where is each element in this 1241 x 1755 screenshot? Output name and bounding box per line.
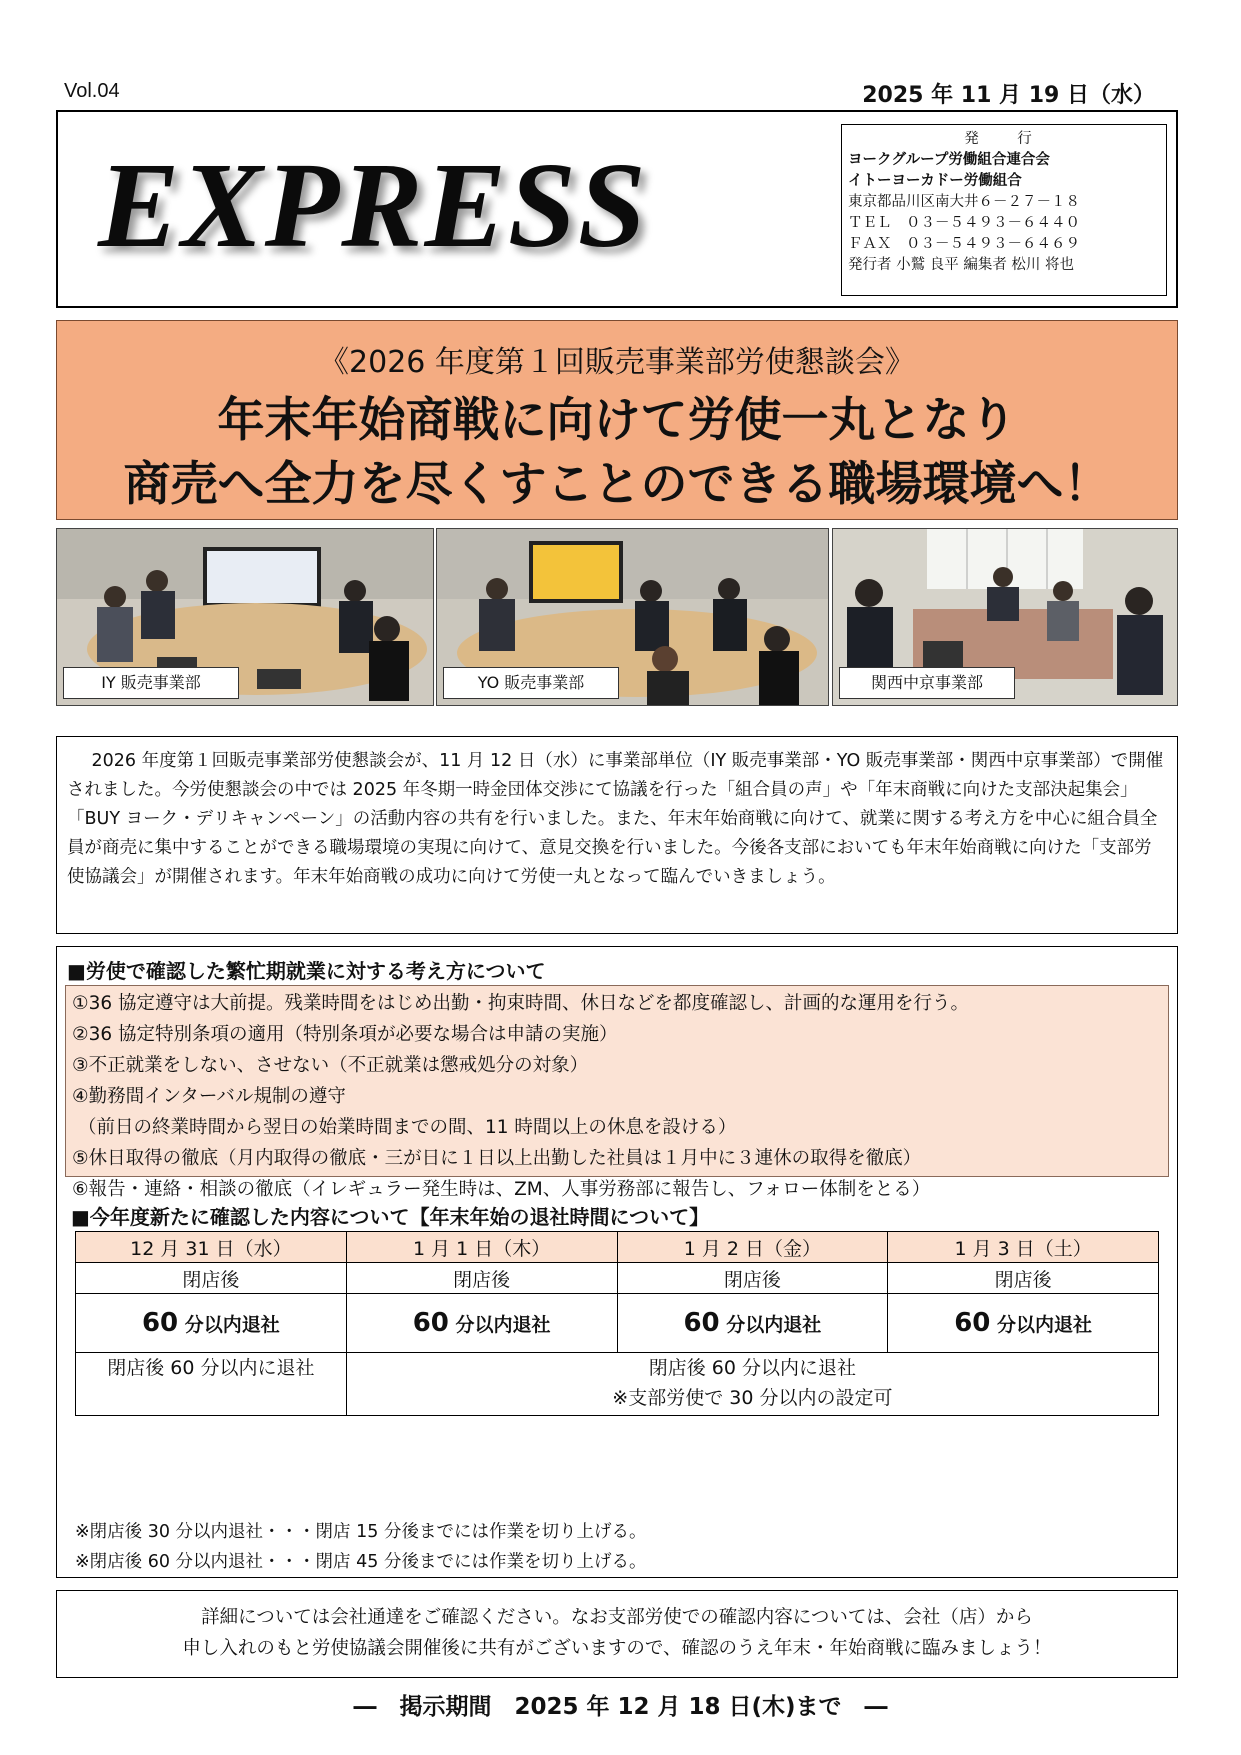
- note-30min: ※閉店後 30 分以内退社・・・閉店 15 分後までには作業を切り上げる。: [75, 1522, 647, 1542]
- headline-line-2: 商売へ全力を尽くすことのできる職場環境へ！: [123, 457, 1111, 512]
- rules-section: [56, 946, 1178, 1578]
- leave-label: 分以内退社: [726, 1314, 822, 1336]
- rule-item: ④勤務間インターバル規制の遵守: [72, 1086, 346, 1107]
- leave-minutes: 60: [412, 1308, 449, 1338]
- table-cell: 閉店後: [346, 1263, 617, 1294]
- table-cell: 閉店後 60 分以内に退社: [76, 1353, 347, 1416]
- issuer-address: 東京都品川区南大井６－２７－１８: [848, 194, 1080, 210]
- footer-line-2: 申し入れのもと労使協議会開催後に共有がございますので、確認のうえ年末・年始商戦に臨みましょう！: [182, 1638, 1052, 1659]
- table-cell: 閉店後: [888, 1263, 1159, 1294]
- table-header-day: 12 月 31 日（水）: [76, 1232, 347, 1263]
- photo-iy-meeting: [56, 528, 434, 706]
- table-cell-leave: [76, 1294, 347, 1353]
- table-header-day: 1 月 3 日（土）: [888, 1232, 1159, 1263]
- table-header-day: 1 月 2 日（金）: [617, 1232, 888, 1263]
- headline-line-1: 年末年始商戦に向けて労使一丸となり: [217, 393, 1017, 448]
- photo-caption-yo: YO 販売事業部: [443, 667, 619, 699]
- table-header-day: 1 月 1 日（木）: [346, 1232, 617, 1263]
- photo-caption-kansai: 関西中京事業部: [839, 667, 1015, 699]
- table-cell-merged: [346, 1353, 1158, 1416]
- rule-item: ⑥報告・連絡・相談の徹底（イレギュラー発生時は、ZM、人事労務部に報告し、フォロー体制をとる）: [72, 1179, 931, 1200]
- rule-item: ①36 協定遵守は大前提。残業時間をはじめ出勤・拘束時間、休日などを都度確認し、計画的な運用を行う。: [72, 993, 970, 1014]
- section-2-title: ■今年度新たに確認した内容について【年末年始の退社時間について】: [71, 1205, 710, 1229]
- leave-minutes: 60: [954, 1308, 991, 1338]
- issuer-fax: ＦＡＸ ０３－５４９３－６４６９: [848, 236, 1080, 252]
- footer-notice: [56, 1590, 1178, 1678]
- merged-line-1: 閉店後 60 分以内に退社: [648, 1357, 856, 1379]
- masthead: [56, 110, 1178, 308]
- posting-period: ― 掲示期間 2025 年 12 月 18 日(木)まで ―: [353, 1694, 888, 1720]
- table-cell-leave: [617, 1294, 888, 1353]
- headline-banner: [56, 320, 1178, 520]
- photo-kansai-meeting: [832, 528, 1178, 706]
- photo-yo-meeting: [436, 528, 829, 706]
- section-1-title: ■労使で確認した繁忙期就業に対する考え方について: [67, 959, 546, 983]
- issuer-tel: ＴＥＬ ０３－５４９３－６４４０: [848, 215, 1080, 231]
- leave-minutes: 60: [683, 1308, 720, 1338]
- photo-caption-iy: IY 販売事業部: [63, 667, 239, 699]
- table-cell: 閉店後: [617, 1263, 888, 1294]
- intro-paragraph: 2026 年度第１回販売事業部労使懇談会が、11 月 12 日（水）に事業部単位（IY 販売事業部・YO 販売事業部・関西中京事業部）で開催されました。今労使懇談会の中では 2025 年冬期一時金団体交渉にて協議を行った「組合員の声」や「年末商戦に向けた支部決起集会」「BUY ヨーク・デリキャンペーン」の活動内容の共有を行いました。また、年末年始商戦に向けて、就業に関する考え方を中心に組合員全員が商売に集中することができる職場環境の実現に向けて、意見交換を行いました。今後各支部においても年末年始商戦に向けた「支部労使協議会」が開催されます。年末年始商戦の成功に向けて労使一丸となって臨んでいきましょう。: [56, 736, 1178, 934]
- leave-minutes: 60: [141, 1308, 179, 1338]
- merged-line-2: ※支部労使で 30 分以内の設定可: [612, 1387, 893, 1409]
- leave-label: 分以内退社: [455, 1314, 551, 1336]
- issuer-box: [841, 124, 1167, 296]
- note-60min: ※閉店後 60 分以内退社・・・閉店 45 分後までには作業を切り上げる。: [75, 1552, 647, 1572]
- issue-date: 2025 年 11 月 19 日（水）: [862, 83, 1155, 108]
- issuer-label: 発 行: [964, 131, 1044, 147]
- express-logo: EXPRESS: [98, 138, 648, 273]
- issuer-org-2: イトーヨーカドー労働組合: [848, 173, 1022, 189]
- volume-number: Vol.04: [64, 80, 120, 102]
- leave-label: 分以内退社: [184, 1314, 280, 1336]
- headline-subtitle: 《2026 年度第１回販売事業部労使懇談会》: [319, 345, 915, 380]
- leave-label: 分以内退社: [997, 1314, 1093, 1336]
- table-cell-leave: [888, 1294, 1159, 1353]
- table-cell: 閉店後: [76, 1263, 347, 1294]
- leave-time-table: [75, 1231, 1159, 1416]
- issuer-org-1: ヨークグループ労働組合連合会: [848, 152, 1050, 168]
- footer-line-1: 詳細については会社通達をご確認ください。なお支部労使での確認内容については、会社（店）から: [201, 1607, 1033, 1628]
- rule-item: ③不正就業をしない、させない（不正就業は懲戒処分の対象）: [72, 1055, 589, 1076]
- rule-item-detail: （前日の終業時間から翌日の始業時間までの間、11 時間以上の休息を設ける）: [78, 1117, 737, 1138]
- table-cell-leave: [346, 1294, 617, 1353]
- issuer-staff: 発行者 小鷲 良平 編集者 松川 将也: [848, 257, 1075, 273]
- rules-list: [65, 985, 1169, 1200]
- rule-item: ⑤休日取得の徹底（月内取得の徹底・三が日に１日以上出勤した社員は１月中に３連休の取得を徹底）: [72, 1148, 922, 1169]
- rule-item: ②36 協定特別条項の適用（特別条項が必要な場合は申請の実施）: [72, 1024, 618, 1045]
